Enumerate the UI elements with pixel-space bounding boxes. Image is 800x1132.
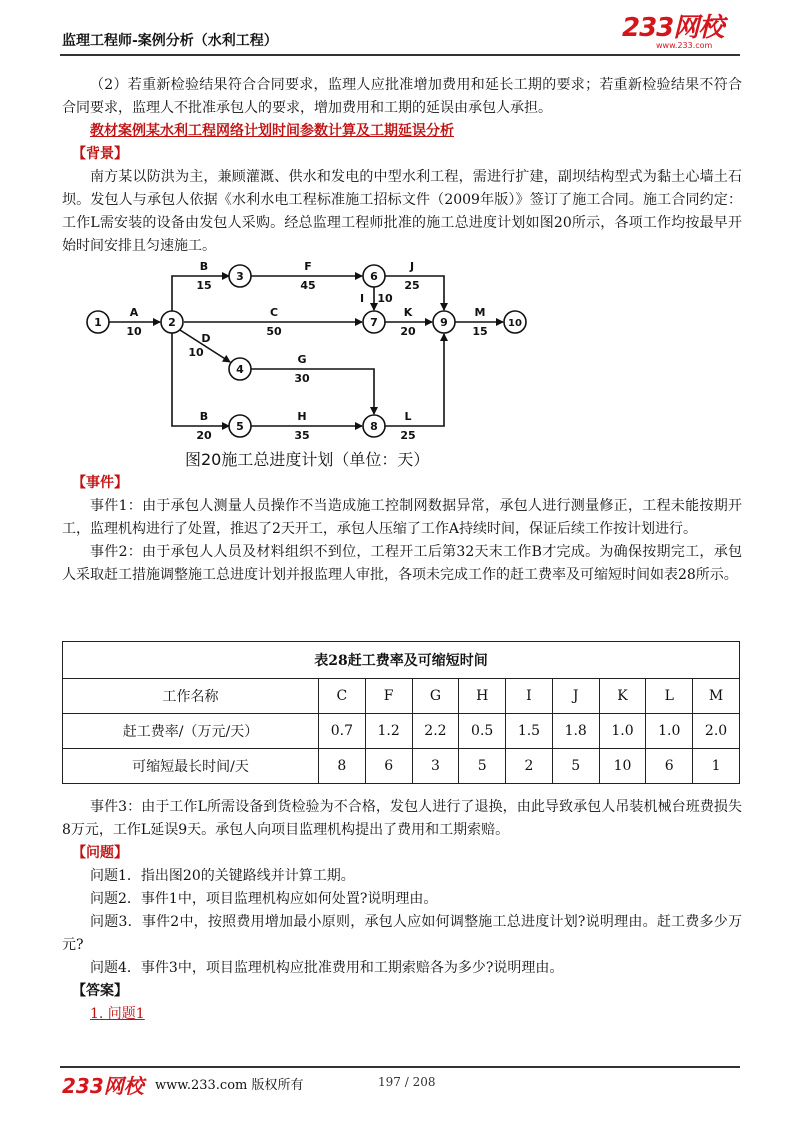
questions-section (62, 796, 742, 1026)
table-header-row (63, 679, 740, 714)
rate-m: 2.0 (693, 714, 740, 749)
label-c-dur: 50 (266, 325, 282, 338)
work-m: M (693, 679, 740, 714)
rate-label: 赶工费率/（万元/天） (63, 714, 319, 749)
node-2-label: 2 (168, 316, 176, 329)
rate-f: 1.2 (365, 714, 412, 749)
footer-logo: 233网校 (62, 1074, 144, 1098)
node-6-label: 6 (370, 270, 378, 283)
node-1-label: 1 (94, 316, 102, 329)
label-f-name: F (304, 260, 312, 273)
event-3: 事件3：由于工作L所需设备到货检验为不合格，发包人进行了退换，由此导致承包人吊装机械台班费损失8万元，工作L延误9天。承包人向项目监理机构提出了费用和工期索赔。 (62, 799, 742, 838)
work-l: L (646, 679, 693, 714)
label-m-name: M (474, 306, 486, 319)
node-3-label: 3 (236, 270, 244, 283)
event-2: 事件2：由于承包人人员及材料组织不到位，工程开工后第32天末工作B才完成。为确保按期完工，承包人采取赶工措施调整施工总进度计划并报监理人审批，各项未完成工作的赶工费率及可缩短时间如表28所示。 (62, 544, 742, 583)
work-k: K (599, 679, 646, 714)
work-f: F (365, 679, 412, 714)
work-i: I (506, 679, 553, 714)
rate-l: 1.0 (646, 714, 693, 749)
node-10-label: 10 (508, 318, 522, 329)
answer-1-heading: 1. 问题1 (90, 1006, 145, 1022)
label-k-dur: 20 (400, 325, 416, 338)
event-tag: 【事件】 (72, 475, 128, 491)
rate-c: 0.7 (319, 714, 366, 749)
label-g-name: G (297, 353, 307, 366)
events-section (62, 472, 742, 587)
rate-k: 1.0 (599, 714, 646, 749)
running-header-title: 监理工程师-案例分析（水利工程） (62, 33, 278, 49)
rate-i: 1.5 (506, 714, 553, 749)
label-c-name: C (269, 306, 279, 319)
figure-caption: 图20施工总进度计划（单位：天） (185, 450, 430, 469)
label-d-dur: 10 (188, 346, 204, 359)
question-1: 问题1．指出图20的关键路线并计算工期。 (90, 868, 355, 884)
label-a-dur: 10 (126, 325, 142, 338)
shorten-m: 1 (693, 749, 740, 784)
label-b-dur: 15 (196, 279, 212, 292)
network-diagram (78, 258, 538, 470)
label-h-dur: 35 (294, 429, 310, 442)
brand-logo (622, 14, 738, 50)
header-divider (60, 54, 740, 56)
arrow-g (251, 369, 374, 414)
question-3: 问题3．事件2中，按照费用增加最小原则，承包人应如何调整施工总进度计划?说明理由。赶工费多少万元? (62, 914, 742, 953)
label-i-dur: 10 (377, 292, 393, 305)
label-j-dur: 25 (404, 279, 420, 292)
node-5-label: 5 (236, 420, 244, 433)
label-b-name: B (199, 260, 209, 273)
logo-url: www.233.com (656, 41, 713, 50)
shorten-h: 5 (459, 749, 506, 784)
label-i-name: I (359, 292, 365, 305)
shorten-l: 6 (646, 749, 693, 784)
label-l-dur: 25 (400, 429, 416, 442)
label-l-name: L (404, 410, 412, 423)
table-shorten-row (63, 749, 740, 784)
work-c: C (319, 679, 366, 714)
event-1: 事件1：由于承包人测量人员操作不当造成施工控制网数据异常，承包人进行测量修正，工程未能按期开工，监理机构进行了处置，推迟了2天开工，承包人压缩了工作A持续时间，保证后续工作按计划进行。 (62, 498, 742, 537)
node-4-label: 4 (236, 363, 244, 376)
page-number: 197 / 208 (378, 1075, 436, 1089)
label-k-name: K (403, 306, 413, 319)
background-tag: 【背景】 (72, 146, 128, 162)
work-g: G (412, 679, 459, 714)
question-4: 问题4．事件3中，项目监理机构应批准费用和工期索赔各为多少?说明理由。 (90, 960, 564, 976)
work-j: J (552, 679, 599, 714)
background-paragraph: 南方某以防洪为主，兼顾灌溉、供水和发电的中型水利工程，需进行扩建，副坝结构型式为黏土心墙土石坝。发包人与承包人依据《水利水电工程标准施工招标文件（2009年版）》签订了施工合同。施工合同约定：工作L需安装的设备由发包人采购。经总监理工程师批准的施工总进度计划如图20所示，各项工作均按最早开始时间安排且匀速施工。 (62, 169, 742, 254)
footer-divider (60, 1066, 740, 1068)
shorten-j: 5 (552, 749, 599, 784)
question-tag: 【问题】 (72, 845, 128, 861)
label-m-dur: 15 (472, 325, 488, 338)
rate-j: 1.8 (552, 714, 599, 749)
answer-tag: 【答案】 (72, 983, 128, 999)
label-j-name: J (409, 260, 415, 273)
shorten-label: 可缩短最长时间/天 (63, 749, 319, 784)
page-content (62, 74, 742, 258)
label-f-dur: 45 (300, 279, 316, 292)
label-d-name: D (201, 332, 211, 345)
node-7-label: 7 (370, 316, 378, 329)
header-label: 工作名称 (63, 679, 319, 714)
label-g-dur: 30 (294, 372, 310, 385)
work-h: H (459, 679, 506, 714)
shorten-k: 10 (599, 749, 646, 784)
rate-g: 2.2 (412, 714, 459, 749)
question-2: 问题2．事件1中，项目监理机构应如何处置?说明理由。 (90, 891, 438, 907)
case-title: 教材案例某水利工程网络计划时间参数计算及工期延误分析 (90, 123, 454, 139)
footer-copyright: www.233.com 版权所有 (155, 1078, 304, 1093)
rush-cost-table (62, 641, 740, 784)
shorten-f: 6 (365, 749, 412, 784)
label-b2-name: B (199, 410, 209, 423)
table-rate-row (63, 714, 740, 749)
logo-text: 233网校 (622, 13, 724, 43)
shorten-c: 8 (319, 749, 366, 784)
shorten-g: 3 (412, 749, 459, 784)
node-9-label: 9 (440, 316, 448, 329)
label-h-name: H (297, 410, 307, 423)
label-a-name: A (129, 306, 139, 319)
rate-h: 0.5 (459, 714, 506, 749)
paragraph-previous: （2）若重新检验结果符合合同要求，监理人应批准增加费用和延长工期的要求；若重新检验结果不符合合同要求，监理人不批准承包人的要求，增加费用和工期的延误由承包人承担。 (62, 77, 742, 116)
node-8-label: 8 (370, 420, 378, 433)
table-caption: 表28赶工费率及可缩短时间 (63, 642, 740, 679)
label-b2-dur: 20 (196, 429, 212, 442)
shorten-i: 2 (506, 749, 553, 784)
arrow-l (385, 334, 444, 426)
